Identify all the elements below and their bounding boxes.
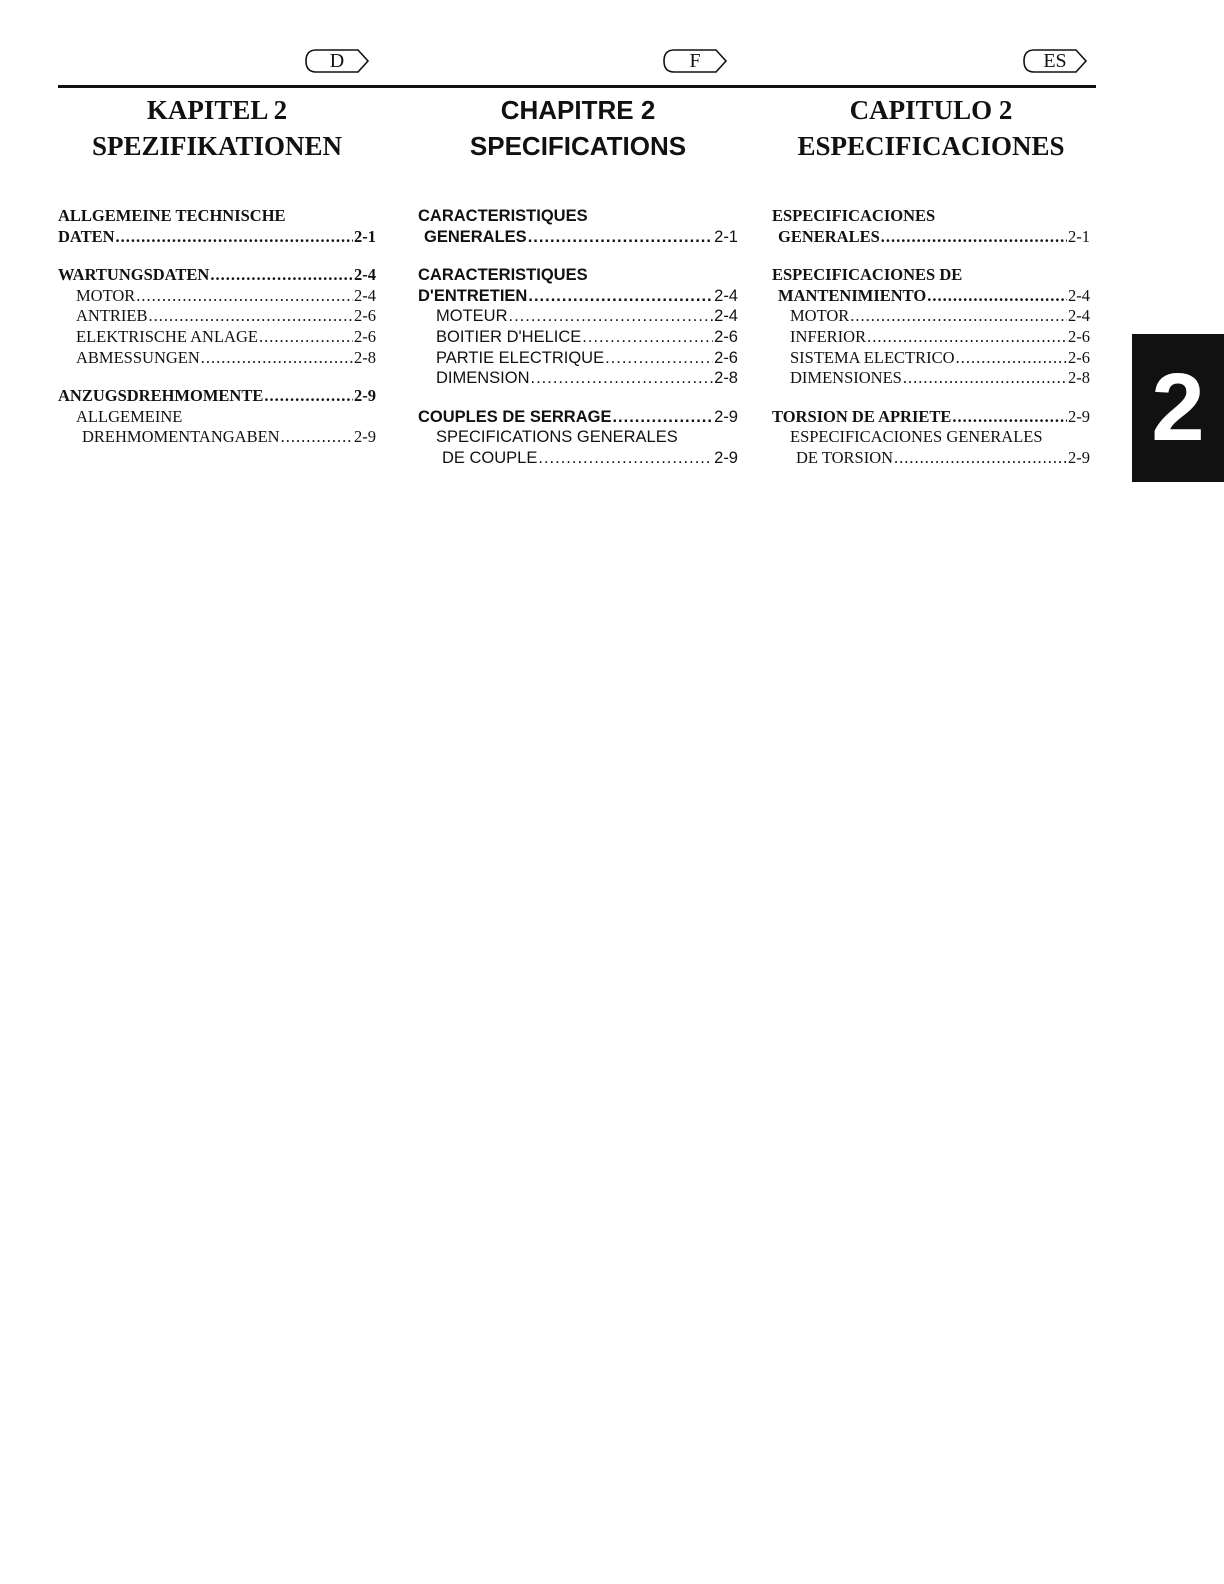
dot-leader xyxy=(881,227,1067,248)
dot-leader xyxy=(264,386,353,407)
badge-label: F xyxy=(689,50,701,72)
page-number: 2-9 xyxy=(714,407,738,426)
dot-leader xyxy=(201,348,353,369)
toc-entry[interactable]: MANTENIMIENTO ..... 2-4 xyxy=(772,286,1090,307)
badge-label: ES xyxy=(1043,50,1067,72)
toc-entry-line1[interactable]: ALLGEMEINE TECHNISCHE xyxy=(58,206,286,225)
chapter-number: CHAPITRE 2 xyxy=(500,95,656,125)
toc-entry[interactable]: WARTUNGSDATEN ..... 2-4 xyxy=(58,265,376,286)
toc-subentry[interactable]: ABMESSUNGEN ..... 2-8 xyxy=(58,348,376,369)
chapter-title: ESPECIFICACIONES xyxy=(797,131,1065,161)
dot-leader xyxy=(850,306,1067,327)
page-number: 2-8 xyxy=(1068,368,1090,388)
page-number: 2-8 xyxy=(714,369,738,388)
language-badge-german xyxy=(304,48,370,74)
toc-subentry[interactable]: MOTEUR ..... 2-4 xyxy=(418,306,738,327)
toc-entry-line1[interactable]: CARACTERISTIQUES xyxy=(418,266,588,285)
dot-leader xyxy=(952,407,1067,428)
chapter-heading xyxy=(58,92,376,164)
page-number: 2-6 xyxy=(354,326,376,346)
chapter-number: KAPITEL 2 xyxy=(146,95,288,125)
chapter-heading xyxy=(772,92,1090,164)
toc-subentry[interactable]: ELEKTRISCHE ANLAGE ..... 2-6 xyxy=(58,327,376,348)
page-number: 2-4 xyxy=(714,307,738,326)
toc-entry[interactable]: GENERALES ..... 2-1 xyxy=(418,227,738,248)
dot-leader xyxy=(894,448,1067,469)
toc-subentry[interactable]: DREHMOMENTANGABEN ..... 2-9 xyxy=(58,427,376,448)
dot-leader xyxy=(531,368,714,389)
page-number: 2-6 xyxy=(1068,326,1090,346)
chapter-heading xyxy=(418,92,738,164)
toc-subentry[interactable]: BOITIER D'HELICE ..... 2-6 xyxy=(418,327,738,348)
page-number: 2-8 xyxy=(354,347,376,367)
toc-entry[interactable]: ANZUGSDREHMOMENTE ..... 2-9 xyxy=(58,386,376,407)
toc-subentry[interactable]: DIMENSIONES ..... 2-8 xyxy=(772,368,1090,389)
chapter-tab-number: 2 xyxy=(1151,354,1205,461)
dot-leader xyxy=(927,286,1067,307)
page-number: 2-9 xyxy=(1068,447,1090,467)
toc-subentry-line1[interactable]: ALLGEMEINE xyxy=(76,406,183,426)
page-number: 2-6 xyxy=(714,348,738,367)
dot-leader xyxy=(136,286,353,307)
toc-subentry[interactable]: INFERIOR ..... 2-6 xyxy=(772,327,1090,348)
toc-subentry[interactable]: MOTOR ..... 2-4 xyxy=(58,286,376,307)
toc-subentry[interactable]: DIMENSION ..... 2-8 xyxy=(418,368,738,389)
column-german xyxy=(58,92,376,466)
page-number: 2-4 xyxy=(1068,285,1090,305)
column-spanish xyxy=(772,92,1090,487)
toc-subentry[interactable]: ANTRIEB ..... 2-6 xyxy=(58,306,376,327)
page-number: 2-1 xyxy=(714,227,738,246)
chapter-tab xyxy=(1132,334,1224,482)
dot-leader xyxy=(903,368,1067,389)
toc-group xyxy=(58,265,376,368)
toc-subentry[interactable]: MOTOR ..... 2-4 xyxy=(772,306,1090,327)
toc-subentry[interactable]: PARTIE ELECTRIQUE ..... 2-6 xyxy=(418,348,738,369)
dot-leader xyxy=(149,306,354,327)
column-french xyxy=(418,92,738,487)
dot-leader xyxy=(281,427,353,448)
toc-group xyxy=(418,206,738,247)
toc-subentry-line1[interactable]: SPECIFICATIONS GENERALES xyxy=(436,428,678,447)
dot-leader xyxy=(509,306,714,327)
dot-leader xyxy=(956,348,1067,369)
page-number: 2-6 xyxy=(1068,347,1090,367)
toc-group xyxy=(418,265,738,389)
toc-entry-line1[interactable]: ESPECIFICACIONES DE xyxy=(772,265,963,285)
header-rule xyxy=(58,85,1096,88)
page-number: 2-9 xyxy=(354,427,376,447)
language-badge-french xyxy=(662,48,728,74)
dot-leader xyxy=(538,448,713,469)
toc-subentry[interactable]: SISTEMA ELECTRICO ..... 2-6 xyxy=(772,348,1090,369)
toc-group xyxy=(772,265,1090,389)
language-badge-spanish xyxy=(1022,48,1088,74)
page-number: 2-9 xyxy=(354,386,376,406)
toc-entry-line1[interactable]: CARACTERISTIQUES xyxy=(418,207,588,225)
toc-group xyxy=(58,206,376,247)
page-number: 2-9 xyxy=(714,448,738,467)
dot-leader xyxy=(867,327,1067,348)
dot-leader xyxy=(612,407,713,428)
page-number: 2-6 xyxy=(714,327,738,346)
page-number: 2-4 xyxy=(1068,306,1090,326)
chapter-title: SPECIFICATIONS xyxy=(469,131,687,161)
page-number: 2-4 xyxy=(354,265,376,285)
chapter-number: CAPITULO 2 xyxy=(849,95,1013,125)
page-number: 2-1 xyxy=(354,226,376,246)
toc-group xyxy=(58,386,376,448)
dot-leader xyxy=(210,265,353,286)
page-number: 2-1 xyxy=(1068,226,1090,246)
toc-subentry[interactable]: DE COUPLE ..... 2-9 xyxy=(418,448,738,469)
toc-entry[interactable]: COUPLES DE SERRAGE ..... 2-9 xyxy=(418,407,738,428)
toc-subentry-line1[interactable]: ESPECIFICACIONES GENERALES xyxy=(790,427,1043,447)
dot-leader xyxy=(528,227,713,248)
dot-leader xyxy=(582,327,713,348)
dot-leader xyxy=(605,348,713,369)
toc-entry[interactable]: D'ENTRETIEN ..... 2-4 xyxy=(418,286,738,307)
toc-entry[interactable]: TORSION DE APRIETE ..... 2-9 xyxy=(772,407,1090,428)
page-number: 2-6 xyxy=(354,306,376,326)
toc-subentry[interactable]: DE TORSION ..... 2-9 xyxy=(772,448,1090,469)
dot-leader xyxy=(116,227,353,248)
table-of-contents xyxy=(418,206,738,469)
toc-group xyxy=(418,407,738,469)
table-of-contents xyxy=(58,206,376,448)
page-number: 2-4 xyxy=(354,285,376,305)
toc-entry[interactable]: GENERALES ..... 2-1 xyxy=(772,227,1090,248)
toc-group xyxy=(772,407,1090,469)
badge-label: D xyxy=(329,50,345,72)
chapter-title: SPEZIFIKATIONEN xyxy=(91,131,343,161)
toc-group xyxy=(772,206,1090,247)
toc-entry-line1[interactable]: ESPECIFICACIONES xyxy=(772,206,936,225)
toc-entry[interactable]: DATEN ..... 2-1 xyxy=(58,227,376,248)
dot-leader xyxy=(259,327,353,348)
dot-leader xyxy=(528,286,713,307)
table-of-contents xyxy=(772,206,1090,469)
page-number: 2-4 xyxy=(714,286,738,305)
page-number: 2-9 xyxy=(1068,406,1090,426)
